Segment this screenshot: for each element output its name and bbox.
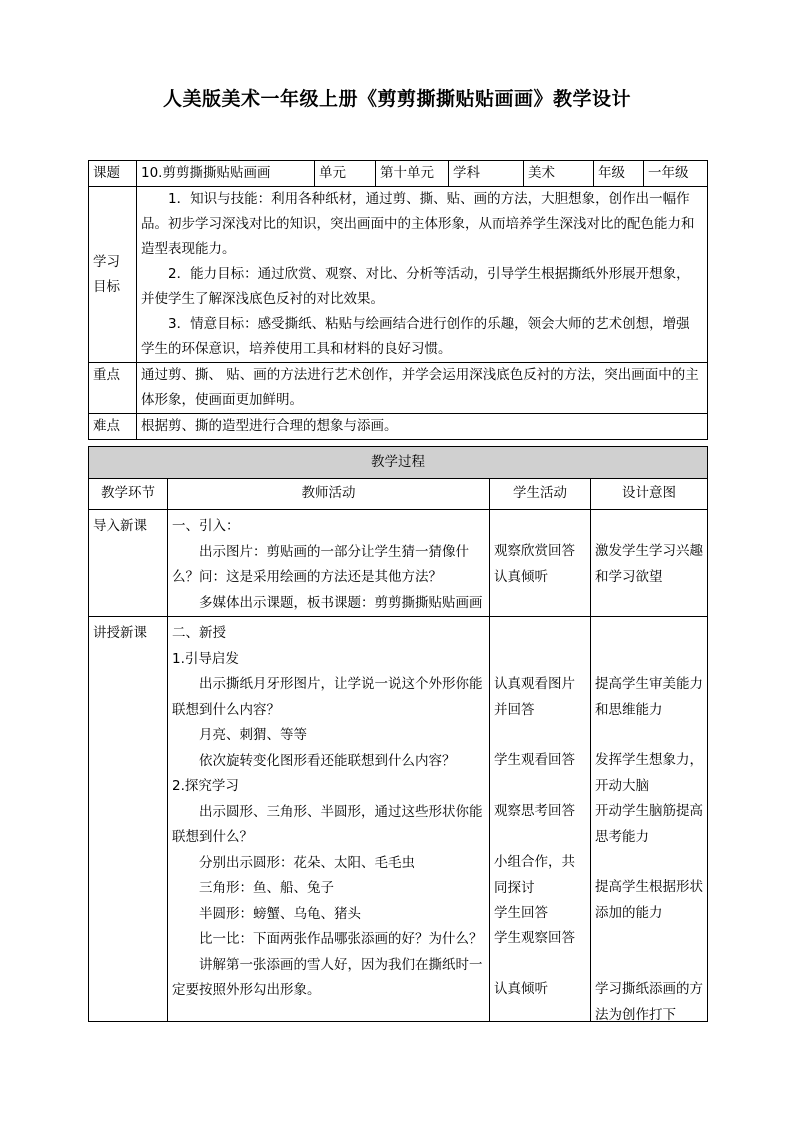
intent-line: 提高学生审美能力和思维能力 xyxy=(595,676,703,718)
topic-label: 课题 xyxy=(89,161,137,187)
objectives-content xyxy=(137,187,708,363)
process-banner: 教学过程 xyxy=(89,447,708,479)
intro-stage: 导入新课 xyxy=(89,510,168,617)
student-line: 学生回答 xyxy=(494,905,548,921)
difficulties-label: 难点 xyxy=(89,414,137,440)
header-student: 学生活动 xyxy=(490,479,591,510)
key-points-row xyxy=(89,363,708,414)
teacher-line: 一、引入： xyxy=(172,518,240,534)
new-teacher xyxy=(168,617,490,1022)
header-teacher: 教师活动 xyxy=(168,479,490,510)
teacher-line: 二、新授 xyxy=(172,625,226,641)
intent-line: 提高学生根据形状添加的能力 xyxy=(595,879,703,921)
objectives-label: 学习目标 xyxy=(89,187,137,363)
unit-label: 单元 xyxy=(315,161,376,187)
intro-student xyxy=(490,510,591,617)
intro-row xyxy=(89,510,708,617)
new-student xyxy=(490,617,591,1022)
intro-intent: 激发学生学习兴趣和学习欲望 xyxy=(591,510,708,617)
teacher-line: 出示图片：剪贴画的一部分让学生猜一猜像什么？问：这是采用绘画的方法还是其他方法？ xyxy=(172,543,469,585)
teacher-line: 依次旋转变化图形看还能联想到什么内容？ xyxy=(199,752,456,769)
process-header-row xyxy=(89,479,708,510)
process-table xyxy=(88,446,708,1022)
new-intent xyxy=(591,617,708,1022)
info-table xyxy=(88,160,708,440)
intent-line: 发挥学生想象力，开动大脑 xyxy=(595,752,703,794)
student-line: 小组合作，共同探讨 xyxy=(494,854,575,896)
difficulties-row xyxy=(89,414,708,440)
intro-teacher xyxy=(168,510,490,617)
topic-value: 10.剪剪撕撕贴贴画画 xyxy=(137,161,315,187)
teacher-line: 分别出示圆形：花朵、太阳、毛毛虫 xyxy=(199,854,415,871)
teacher-line: 月亮、刺猬、等等 xyxy=(199,727,307,743)
teacher-line: 多媒体出示课题，板书课题：剪剪撕撕贴贴画画 xyxy=(199,594,483,611)
subject-value: 美术 xyxy=(524,161,594,187)
teacher-line: 比一比：下面两张作品哪张添画的好？为什么？ xyxy=(199,931,483,947)
new-lesson-row xyxy=(89,617,708,1022)
teacher-line: 半圆形：螃蟹、乌龟、猪头 xyxy=(199,905,361,922)
teacher-line: 出示撕纸月牙形图片，让学说一说这个外形你能联想到什么内容？ xyxy=(172,676,483,718)
objective-item: 2．能力目标：通过欣赏、观察、对比、分析等活动，引导学生根据撕纸外形展开想象，并使学生了解深浅底色反衬的对比效果。 xyxy=(141,266,690,307)
teacher-line: 2.探究学习 xyxy=(172,778,239,794)
grade-label: 年级 xyxy=(594,161,644,187)
new-stage: 讲授新课 xyxy=(89,617,168,1022)
student-line: 认真倾听 xyxy=(494,568,548,585)
teacher-line: 讲解第一张添画的雪人好，因为我们在撕纸时一定要按照外形勾出形象。 xyxy=(172,956,483,998)
header-intent: 设计意图 xyxy=(591,479,708,510)
header-stage: 教学环节 xyxy=(89,479,168,510)
key-points-text: 通过剪、撕、 贴、画的方法进行艺术创作，并学会运用深浅底色反衬的方法，突出画面中的主体形象，使画面更加鲜明。 xyxy=(137,363,708,414)
objective-item: 3．情意目标：感受撕纸、粘贴与绘画结合进行创作的乐趣，领会大师的艺术创想，增强学生的环保意识，培养使用工具和材料的良好习惯。 xyxy=(141,316,690,357)
objective-item: 1．知识与技能：利用各种纸材，通过剪、撕、贴、画的方法，大胆想象，创作出一幅作品。初步学习深浅对比的知识，突出画面中的主体形象，从而培养学生深浅对比的配色能力和造型表现能力。 xyxy=(141,191,695,257)
teacher-line: 1.引导启发 xyxy=(172,650,239,667)
student-line: 认真倾听 xyxy=(494,981,548,997)
difficulties-text: 根据剪、撕的造型进行合理的想象与添画。 xyxy=(137,414,708,440)
intent-line: 学习撕纸添画的方法为创作打下 xyxy=(595,981,703,1023)
subject-label: 学科 xyxy=(449,161,524,187)
objectives-row xyxy=(89,187,708,363)
info-row xyxy=(89,161,708,187)
student-line: 学生观察回答 xyxy=(494,930,575,946)
student-line: 认真观看图片并回答 xyxy=(494,676,575,718)
student-line: 观察欣赏回答 xyxy=(494,543,575,559)
student-line: 学生观看回答 xyxy=(494,752,575,768)
unit-value: 第十单元 xyxy=(376,161,449,187)
intent-line: 开动学生脑筋提高思考能力 xyxy=(595,803,703,845)
key-points-label: 重点 xyxy=(89,363,137,414)
teacher-line: 三角形：鱼、船、兔子 xyxy=(199,880,334,896)
teacher-line: 出示圆形、三角形、半圆形，通过这些形状你能联想到什么？ xyxy=(172,803,483,845)
student-line: 观察思考回答 xyxy=(494,803,575,819)
document-title: 人美版美术一年级上册《剪剪撕撕贴贴画画》教学设计 xyxy=(162,88,631,110)
grade-value: 一年级 xyxy=(644,161,708,187)
